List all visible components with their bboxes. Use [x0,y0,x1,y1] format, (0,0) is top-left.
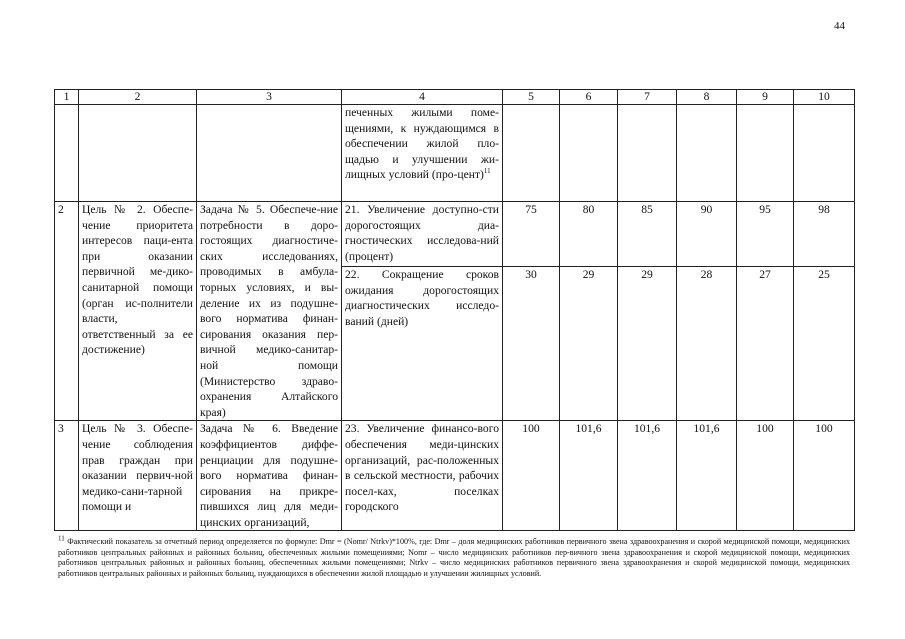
value-cell: 29 [618,267,677,421]
value-cell: 100 [503,421,560,531]
page-number: 44 [834,20,845,32]
value-cell: 28 [677,267,737,421]
footnote-mark: 11 [58,534,65,543]
indicator-cell: 22. Сокращение сроков ожидания дорогостоящих диагностических исследо-ваний (дней) [342,267,503,421]
value-cell: 100 [794,421,855,531]
footnote-reference: 11 [483,167,491,176]
value-cell: 90 [677,202,737,267]
footnote-text: Фактический показатель за отчетный период определяется по формуле: Dmr = (Nomr/ Ntrkv)*100%, где: Dmr – доля медицинских работников первичного звена здравоохранения и скорой медицинской помощи, медицинских работников центральных районных и районных больниц, обеспеченных жилыми помещениями; Nomr – число медицинских работников пер-вичного звена здравоохранения и скорой медицинской помощи, медицинских работников центральных районных и районных больниц, обеспеченных жилыми помещениями; Ntrkv – число медицинских работников первичного звена здравоохранения и скорой медицинской помощи, медицинских работников центральных районных и районных больниц, нуждающихся в обеспечении жилой площадью и улучшении жилищных условий. [58,537,850,578]
goal-cell: Цель № 2. Обеспе-чение приоритета интересов паци-ента при оказании первичной ме-дико-санитарной помощи (орган ис-полнители власти, ответственный за ее достижение) [79,202,197,421]
column-header: 4 [342,90,503,105]
indicator-cell [342,105,503,202]
table-row [55,421,855,531]
table-row [55,105,855,202]
value-cell: 101,6 [618,421,677,531]
value-cell: 100 [737,421,794,531]
footnote-separator [58,530,216,531]
row-number: 2 [55,202,79,421]
value-cell: 101,6 [560,421,618,531]
task-cell: Задача № 6. Введение коэффициентов диффе-ренциации для подушне-вого норматива финан-сирования на прикре-пившихся лиц для меди-цинских организаций, [197,421,342,531]
column-header: 1 [55,90,79,105]
indicators-table [54,89,855,531]
indicator-cell: 21. Увеличение доступно-сти дорогостоящих диа-гностических исследова-ний (процент) [342,202,503,267]
column-header: 10 [794,90,855,105]
footnote [58,534,850,579]
indicator-text: печенных жилыми поме-щениями, к нуждающимся в обеспечении жилой пло-щадью и улучшении жи-лищных условий (про-цент) [345,106,499,182]
column-header: 9 [737,90,794,105]
value-cell: 85 [618,202,677,267]
table-header-row [55,90,855,105]
indicator-cell: 23. Увеличение финансо-вого обеспечения меди-цинских организаций, рас-положенных в сельской местности, рабочих посел-ках, поселках городского [342,421,503,531]
row-number: 3 [55,421,79,531]
value-cell: 30 [503,267,560,421]
column-header: 7 [618,90,677,105]
value-cell: 27 [737,267,794,421]
value-cell: 101,6 [677,421,737,531]
column-header: 5 [503,90,560,105]
goal-cell: Цель № 3. Обеспе-чение соблюдения прав граждан при оказании первич-ной медико-сани-тарной помощи и [79,421,197,531]
column-header: 3 [197,90,342,105]
value-cell: 98 [794,202,855,267]
column-header: 6 [560,90,618,105]
table-row [55,202,855,267]
value-cell: 80 [560,202,618,267]
value-cell: 75 [503,202,560,267]
value-cell: 95 [737,202,794,267]
value-cell: 25 [794,267,855,421]
column-header: 2 [79,90,197,105]
column-header: 8 [677,90,737,105]
task-cell: Задача № 5. Обеспече-ние потребности в доро-гостоящих диагностиче-ских исследованиях, проводимых в амбула-торных условиях, и вы-деление их из подушне-вого норматива финан-сирования оказания пер-вичной медико-санитар-ной помощи (Министерство здраво-охранения Алтайского края) [197,202,342,421]
value-cell: 29 [560,267,618,421]
